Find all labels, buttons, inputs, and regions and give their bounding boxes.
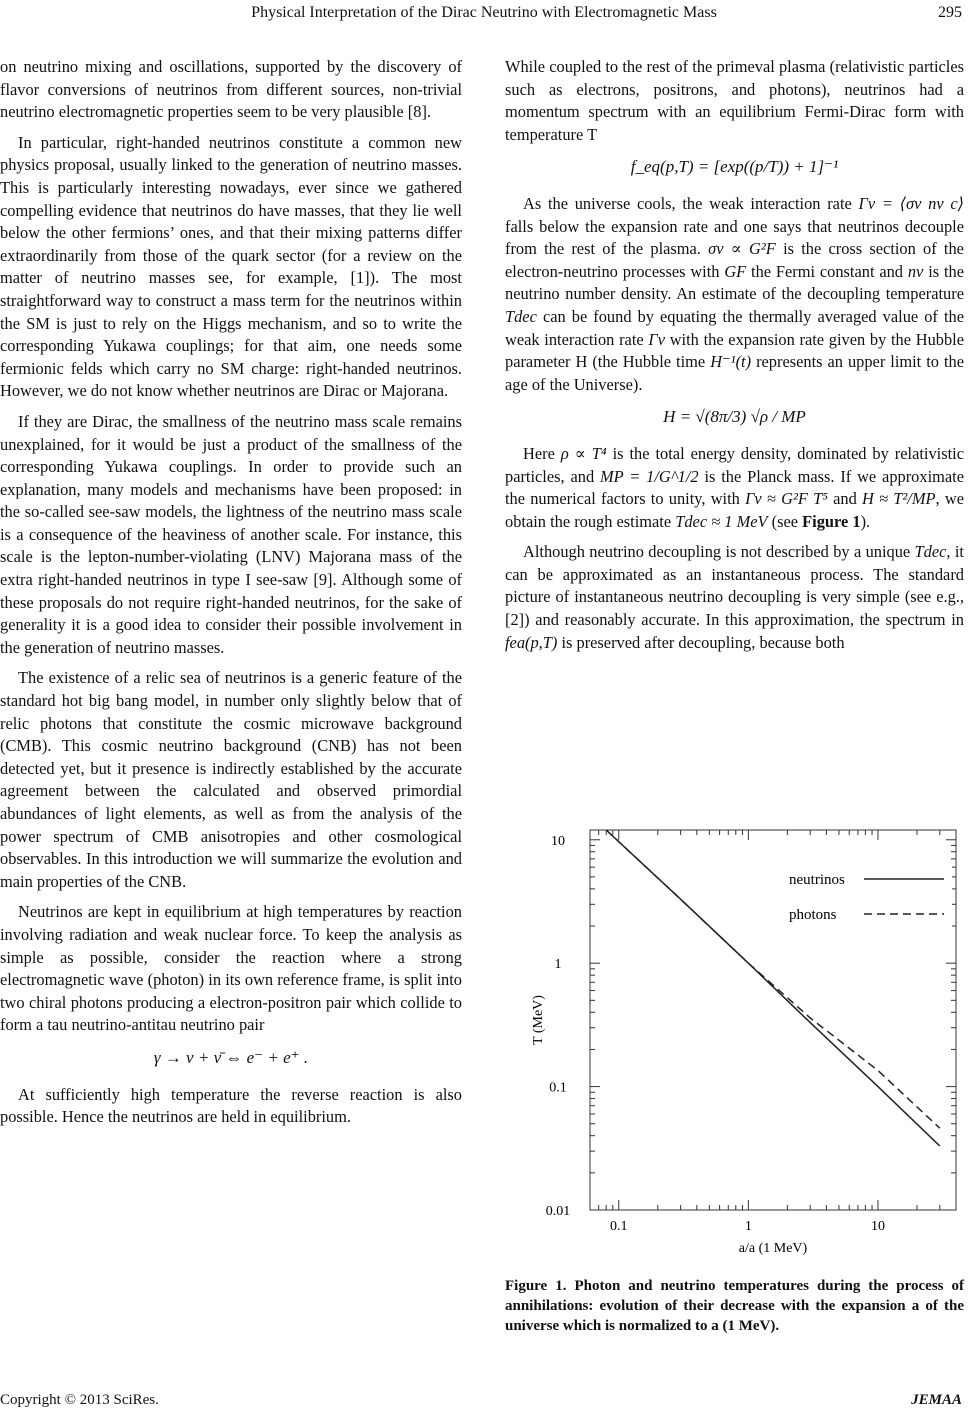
math-inline: MP = 1/G^1/2	[600, 466, 699, 486]
fermi-dirac-equation: f_eq(p,T) = [exp((p/T)) + 1]⁻¹	[630, 157, 839, 177]
y-tick-label: 0.01	[545, 1204, 571, 1219]
paragraph	[505, 443, 964, 533]
text: falls below the expansion rate and one says that neutrinos decouple from the rest of the plasma.	[505, 216, 964, 259]
math-inline: σν ∝ G²F	[708, 239, 776, 259]
math-inline: H ≈ T²/MP	[862, 489, 936, 509]
text: (see	[771, 511, 799, 531]
right-column	[505, 56, 964, 662]
text: Here	[523, 443, 555, 463]
legend-photons-label: photons	[789, 907, 837, 923]
x-axis-label: a/a (1 MeV)	[738, 1241, 808, 1256]
y-tick-label: 1	[554, 957, 562, 973]
paragraph: on neutrino mixing and oscillations, supported by the discovery of flavor conversions of neutrinos from different sources, non-trivial neutrino electromagnetic properties seem to be very plausible [8].	[0, 57, 462, 122]
y-tick-label: 10	[551, 833, 565, 849]
text: , we obtain the rough estimate	[505, 489, 964, 531]
paragraph	[505, 541, 964, 654]
left-column	[0, 56, 462, 1137]
figure-reference[interactable]: Figure 1	[802, 511, 861, 531]
text: can be found by equating the thermally averaged value of the weak interaction rate	[505, 306, 964, 349]
math-inline: GF	[724, 261, 747, 281]
math-inline: nν	[907, 261, 924, 281]
math-inline: Γν	[648, 329, 665, 349]
text: is preserved after decoupling, because both	[561, 632, 845, 652]
y-tick-label: 0.1	[549, 1080, 567, 1096]
legend-neutrinos-label: neutrinos	[789, 872, 845, 888]
math-inline: H⁻¹(t)	[710, 352, 752, 372]
text: , it can be approximated as an instantaneous process. The standard picture of instantaneous neutrino decoupling is very simple (see e.g., [2]) and reasonably accurate. In this approximation, the spectrum in	[505, 542, 964, 630]
reaction-equation: γ → ν + ν̄ ⇔ e⁻ + e⁺ .	[153, 1047, 309, 1067]
math-inline: Γν = ⟨σν nν c⟩	[858, 193, 964, 213]
math-inline: Tdec	[914, 542, 947, 562]
math-inline: ρ ∝ T⁴	[560, 443, 607, 463]
paragraph: At sufficiently high temperature the reverse reaction is also possible. Hence the neutrinos are held in equilibrium.	[0, 1084, 462, 1127]
text: Although neutrino decoupling is not described by a unique	[523, 542, 911, 562]
running-title: Physical Interpretation of the Dirac Neutrino with Electromagnetic Mass	[251, 4, 717, 21]
paragraph: The existence of a relic sea of neutrinos is a generic feature of the standard hot big bang model, in number only slightly below that of relic photons that constitute the cosmic microwave background (CMB). This cosmic neutrino background (CNB) has not been detected yet, but it presence is indirectly established by the accurate agreement between the calculated and observed primordial abundances of light elements, as well as from the analysis of the power spectrum of CMB anisotropies and other cosmological observables. In this introduction we will summarize the evolution and main properties of the CNB.	[0, 668, 462, 891]
paragraph: While coupled to the rest of the primeval plasma (relativistic particles such as electrons, positrons, and photons), neutrinos had a momentum spectrum with an equilibrium Fermi-Dirac form with temperature T	[505, 57, 964, 144]
math-inline: Tdec ≈ 1 MeV	[675, 511, 768, 531]
text: is the cross section of the electron-neutrino processes with	[505, 239, 964, 281]
math-inline: Γν ≈ G²F T⁵	[745, 489, 828, 509]
text: with the expansion rate given by the Hubble parameter H (the Hubble time	[505, 329, 964, 372]
y-axis-label: T (MeV)	[531, 995, 546, 1045]
paragraph: Neutrinos are kept in equilibrium at high temperatures by reaction involving radiation and weak nuclear force. To keep the analysis as simple as possible, consider the reaction where a strong electromagnetic wave (photon) in its own reference frame, is split into two chiral photons producing a electron-positron pair which collide to form a tau neutrino-antitau neutrino pair	[0, 902, 462, 1035]
paragraph: In particular, right-handed neutrinos constitute a common new physics proposal, usually linked to the generation of neutrino masses. This is particularly interesting nowadays, ever since we gathered compelling evidence that neutrinos do have masses, that they lie well below the other fermions’ ones, and that their mixing patterns differ extraordinarily from those of the quark sector (for a review on the matter of neutrino masses see, for example, [1]). The most straightforward way to construct a mass term for the neutrinos within the SM is just to rely on the Higgs mechanism, and so to write the corresponding Yukawa couplings; for that aim, one needs some fermionic felds which carry no SM charge: right-handed neutrinos. However, we do not know whether neutrinos are Dirac or Majorana.	[0, 132, 462, 401]
copyright: Copyright © 2013 SciRes.	[0, 1392, 159, 1408]
figure-1	[524, 826, 964, 1266]
math-inline: fea(p,T)	[505, 632, 558, 652]
text: and	[833, 489, 857, 509]
text: the Fermi constant and	[751, 261, 904, 281]
page-number: 295	[938, 4, 962, 21]
x-tick-label: 1	[744, 1219, 752, 1234]
text: is the neutrino number density. An estimate of the decoupling temperature	[505, 261, 964, 304]
page-header	[0, 4, 968, 24]
figure-caption: Figure 1. Photon and neutrino temperatures during the process of annihilations: evolution of their decrease with the expansion a of the universe which is normalized to a (1 MeV).	[505, 1278, 964, 1334]
hubble-equation: H = √(8π/3) √ρ / MP	[663, 407, 806, 427]
paragraph	[505, 193, 964, 396]
text: is the Planck mass. If we approximate the numerical factors to unity, with	[505, 466, 964, 509]
x-tick-label: 10	[870, 1219, 885, 1234]
paragraph: If they are Dirac, the smallness of the neutrino mass scale remains unexplained, for it would be just a product of the smallness of the corresponding Yukawa couplings. In order to provide such an explanation, many models and mechanisms have been proposed: in the so-called see-saw models, the lightness of the neutrino mass scale is a consequence of the heaviness of another scale. For instance, this scale is the lepton-number-violating (LNV) Majorana mass of the extra right-handed neutrinos in type I see-saw [9]. Although some of these proposals do not require right-handed neutrinos, for the sake of generality it is a good idea to consider their possible involvement in the generation of neutrino masses.	[0, 411, 462, 657]
text: represents an upper limit to the age of the Universe).	[505, 352, 964, 394]
x-tick-label: 0.1	[610, 1219, 628, 1234]
text: As the universe cools, the weak interaction rate	[523, 193, 852, 213]
text: is the total energy density, dominated by relativistic particles, and	[505, 443, 964, 486]
text: ).	[860, 511, 871, 531]
journal-name: JEMAA	[911, 1392, 962, 1408]
math-inline: Tdec	[505, 306, 537, 326]
temperature-chart	[524, 826, 964, 1266]
